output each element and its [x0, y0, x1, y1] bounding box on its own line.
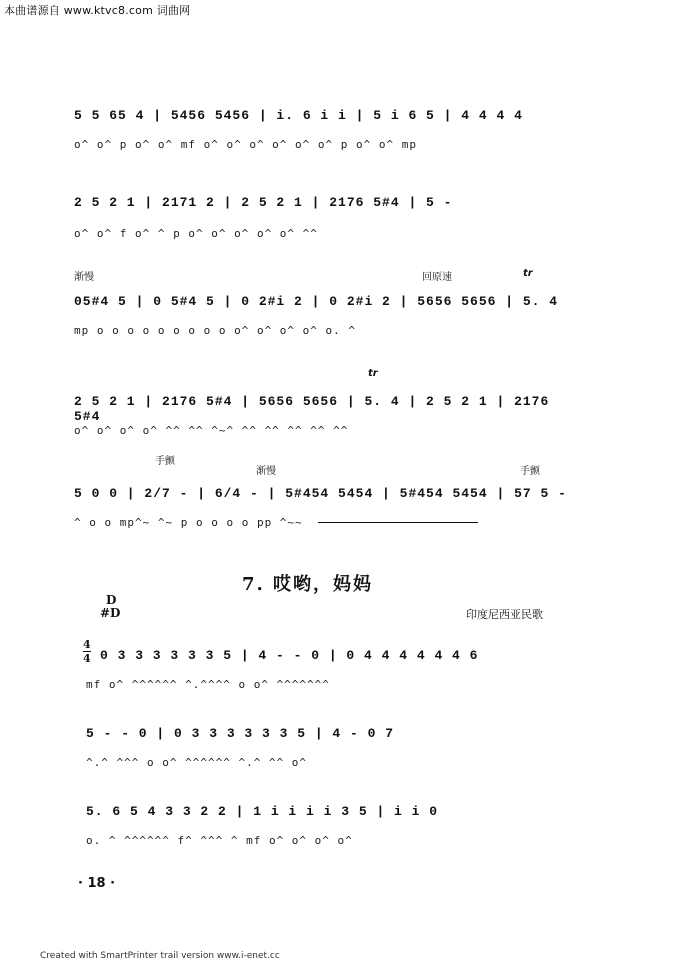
- technique-mark: 手颤: [155, 456, 175, 467]
- notation-line: 5 - - 0 | 0 3 3 3 3 3 3 5 | 4 - 0 7: [86, 726, 395, 741]
- key-top: D: [106, 593, 117, 607]
- key-bottom: #D: [100, 606, 121, 620]
- notation-line: 5. 6 5 4 3 3 2 2 | 1 i i i i 3 5 | i i 0: [86, 804, 439, 819]
- breath-marks: o^ o^ p o^ o^ mf o^ o^ o^ o^ o^ o^ p o^ o^ mp: [74, 138, 418, 151]
- breath-marks: o. ^ ^^^^^^ f^ ^^^ ^ mf o^ o^ o^ o^: [86, 834, 353, 847]
- song-origin: 印度尼西亚民歌: [466, 608, 543, 621]
- song-title: 7. 哎哟，妈妈: [242, 574, 374, 595]
- crescendo-line: [318, 522, 478, 523]
- tempo-mark: 渐慢: [256, 466, 276, 477]
- time-signature: [83, 638, 91, 665]
- page-number: · 18 ·: [78, 876, 116, 891]
- footer-credit: Created with SmartPrinter trail version www.i-enet.cc: [40, 951, 280, 961]
- breath-marks: o^ o^ f o^ ^ p o^ o^ o^ o^ o^ ^^: [74, 227, 318, 240]
- breath-marks: ^.^ ^^^ o o^ ^^^^^^ ^.^ ^^ o^: [86, 756, 308, 769]
- breath-marks: mp o o o o o o o o o o^ o^ o^ o^ o. ^: [74, 324, 357, 337]
- notation-line: 05#4 5 | 0 5#4 5 | 0 2#i 2 | 0 2#i 2 | 5656 5656 | 5. 4: [74, 294, 559, 309]
- notation-line: 0 3 3 3 3 3 3 5 | 4 - - 0 | 0 4 4 4 4 4 4 6: [100, 648, 479, 663]
- notation-line: 5 5 65 4 | 5456 5456 | i. 6 i i | 5 i 6 5 | 4 4 4 4: [74, 108, 523, 123]
- watermark-header: 本曲谱源自 www.ktvc8.com 词曲网: [4, 4, 191, 17]
- technique-mark: 手颤: [520, 466, 540, 477]
- breath-marks: o^ o^ o^ o^ ^^ ^^ ^~^ ^^ ^^ ^^ ^^ ^^: [74, 424, 349, 437]
- key-signature: [100, 594, 120, 620]
- notation-line: 2 5 2 1 | 2176 5#4 | 5656 5656 | 5. 4 | 2 5 2 1 | 2176 5#4: [74, 394, 550, 424]
- time-bottom: 4: [83, 652, 91, 665]
- breath-marks: mf o^ ^^^^^^ ^.^^^^ o o^ ^^^^^^^: [86, 678, 330, 691]
- trill-mark: tr: [523, 268, 533, 279]
- breath-marks: ^ o o mp^~ ^~ p o o o o pp ^~~: [74, 516, 303, 529]
- tempo-mark: 渐慢: [74, 272, 94, 283]
- tempo-mark: 回原速: [422, 272, 452, 283]
- trill-mark: tr: [368, 368, 378, 379]
- time-top: 4: [83, 638, 91, 651]
- notation-line: 2 5 2 1 | 2171 2 | 2 5 2 1 | 2176 5#4 | 5 -: [74, 195, 453, 210]
- notation-line: 5 0 0 | 2/7 - | 6/4 - | 5#454 5454 | 5#454 5454 | 57 5 -: [74, 486, 567, 501]
